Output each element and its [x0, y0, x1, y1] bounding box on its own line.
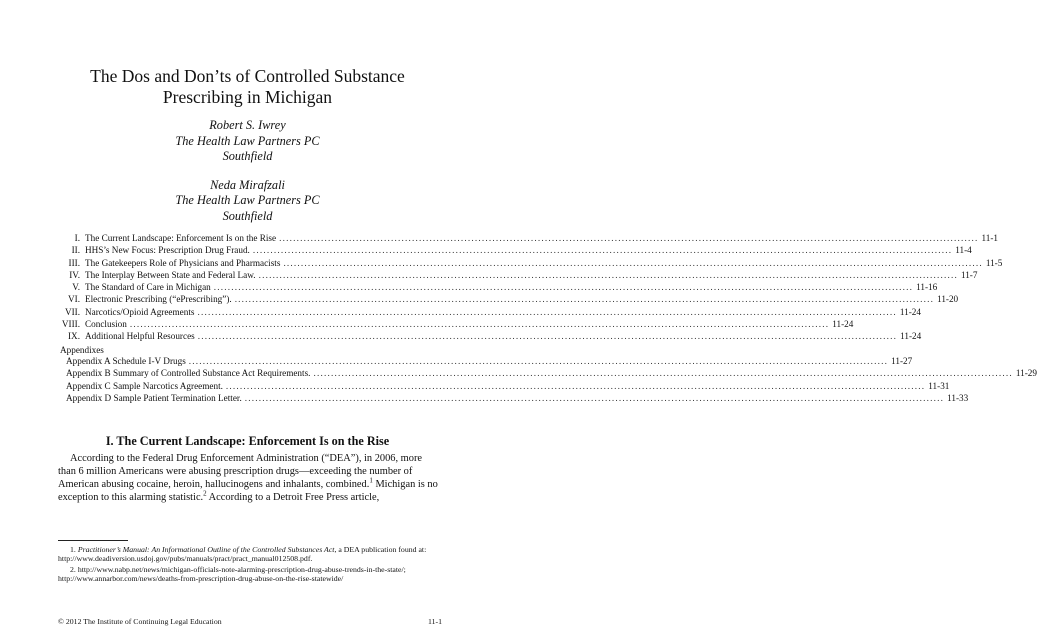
toc-number: VII.: [64, 306, 80, 317]
footnote-text: http://www.nabp.net/news/michigan-officials-note-alarming-prescription-drug-abuse-trends-in-the-state/; http://www.annarbor.com/news/deaths-from-prescription-drug-abuse-on-the-rise-statewide/: [58, 564, 406, 584]
author-firm: The Health Law Partners PC: [175, 133, 320, 148]
toc-label: The Current Landscape: Enforcement Is on the Rise: [85, 233, 277, 243]
toc-page: 11-5: [985, 257, 1003, 268]
toc-number: I.: [74, 233, 80, 243]
author-city: Southfield: [222, 149, 273, 163]
toc-leader: ........................................................................................................................................................................................................: [197, 331, 898, 342]
toc-entry[interactable]: [58, 331, 922, 343]
toc-page: 11-33: [947, 392, 969, 403]
footnote-2: [58, 565, 442, 584]
toc-leader: ........................................................................................................................................................................................................: [225, 380, 926, 391]
toc-label: Additional Helpful Resources: [85, 331, 195, 342]
toc-label: The Standard of Care in Michigan: [85, 282, 211, 293]
toc-page: 11-1: [981, 233, 998, 243]
toc-entry[interactable]: [58, 294, 959, 306]
toc-entry[interactable]: [58, 319, 854, 331]
toc-label: Appendix A Schedule I-V Drugs: [66, 355, 186, 366]
toc-label: Appendix D Sample Patient Termination Letter.: [66, 392, 242, 403]
toc-number: VI.: [68, 294, 80, 305]
toc-page: 11-20: [937, 294, 959, 305]
paragraph-text: According to the Federal Drug Enforcement Administration (“DEA”), in 2006, more than 6 million Americans were abusing prescription drugs—exceeding the number of American abusing cocaine, heroin, hallucinogens and inhalants, combined.: [58, 453, 423, 490]
toc-label: Electronic Prescribing (“ePrescribing”).: [85, 294, 232, 305]
toc-page: 11-24: [832, 319, 854, 330]
toc-number: III.: [68, 257, 80, 268]
footnote-number: 1.: [70, 545, 76, 554]
toc-number: II.: [71, 245, 80, 256]
footnote-number: 2.: [70, 564, 76, 574]
toc-label: The Gatekeepers Role of Physicians and Pharmacists: [85, 257, 281, 268]
toc-number: V.: [72, 282, 80, 293]
toc-label: Conclusion: [85, 319, 127, 330]
toc-entry[interactable]: [58, 282, 938, 294]
toc-label: HHS’s New Focus: Prescription Drug Fraud.: [85, 245, 250, 256]
toc-leader: ........................................................................................................................................................................................................: [234, 294, 935, 305]
toc-label: Narcotics/Opioid Agreements: [85, 306, 195, 317]
author-name: Robert S. Iwrey: [209, 118, 286, 132]
toc-page: 11-24: [900, 331, 922, 342]
toc-label: Appendix C Sample Narcotics Agreement.: [66, 380, 223, 391]
toc-appendix-entry[interactable]: [58, 368, 1037, 380]
footnote-ref[interactable]: 2: [203, 489, 207, 498]
toc-page: 11-24: [899, 306, 921, 317]
toc-page: 11-7: [960, 269, 978, 280]
paragraph-text: According to a Detroit Free Press article,: [206, 492, 380, 503]
title-line-2: Prescribing in Michigan: [162, 87, 333, 107]
footnotes: [58, 545, 442, 585]
toc-number: IV.: [69, 269, 80, 280]
toc-leader: ........................................................................................................................................................................................................: [279, 233, 979, 243]
toc-appendix-entry[interactable]: [58, 355, 913, 368]
toc-entry[interactable]: [58, 269, 978, 282]
toc-entry[interactable]: [58, 233, 998, 245]
page-number: 11-1: [427, 617, 442, 626]
copyright-notice: © 2012 The Institute of Continuing Legal Education: [58, 617, 222, 626]
toc-leader: ........................................................................................................................................................................................................: [283, 257, 983, 268]
toc-label: The Interplay Between State and Federal Law.: [85, 269, 256, 280]
title-line-1: The Dos and Don’ts of Controlled Substance: [90, 66, 405, 86]
toc-leader: ........................................................................................................................................................................................................: [313, 368, 1013, 379]
toc-appendix-entry[interactable]: [58, 380, 950, 393]
toc-entry[interactable]: [58, 245, 972, 257]
toc-leader: ........................................................................................................................................................................................................: [129, 319, 830, 330]
toc-appendixes-heading: Appendixes: [60, 344, 104, 355]
author-block: [0, 118, 495, 165]
author-list: [0, 118, 495, 237]
body-paragraph: [58, 452, 442, 504]
footnote-ref[interactable]: 1: [369, 476, 373, 485]
toc-page: 11-27: [891, 355, 913, 366]
toc-page: 11-4: [955, 245, 972, 256]
footnote-text: , a DEA publication found at: http://www.deadiversion.usdoj.gov/pubs/manuals/pract/pract_manual012508.pdf.: [58, 545, 427, 564]
toc-entry[interactable]: [58, 257, 1003, 270]
footnote-title: Practitioner’s Manual: An Informational Outline of the Controlled Substances Act: [77, 545, 335, 554]
table-of-contents: [58, 233, 1037, 405]
toc-leader: ........................................................................................................................................................................................................: [252, 245, 953, 256]
toc-leader: ........................................................................................................................................................................................................: [258, 269, 958, 280]
toc-label: Appendix B Summary of Controlled Substance Act Requirements.: [66, 368, 311, 379]
toc-page: 11-29: [1015, 368, 1037, 379]
toc-number: IX.: [68, 331, 80, 342]
toc-page: 11-31: [928, 380, 950, 391]
toc-page: 11-16: [916, 282, 938, 293]
author-name: Neda Mirafzali: [210, 177, 285, 192]
document-title: [0, 66, 495, 108]
toc-leader: ........................................................................................................................................................................................................: [244, 392, 945, 403]
footnote-divider: [58, 540, 128, 541]
paragraph-text: Michigan is no exception to this alarming statistic.: [58, 479, 438, 503]
toc-entry[interactable]: [58, 306, 921, 319]
toc-leader: ........................................................................................................................................................................................................: [213, 282, 914, 293]
toc-leader: ........................................................................................................................................................................................................: [188, 355, 889, 366]
toc-leader: ........................................................................................................................................................................................................: [197, 306, 897, 317]
section-heading: I. The Current Landscape: Enforcement Is on the Rise: [105, 434, 390, 448]
author-city: Southfield: [222, 208, 273, 223]
author-block: [0, 178, 495, 225]
toc-appendix-entry[interactable]: [58, 392, 969, 405]
author-firm: The Health Law Partners PC: [175, 193, 320, 207]
toc-number: VIII.: [61, 319, 80, 330]
page-footer: [58, 617, 442, 626]
footnote-1: [58, 545, 442, 564]
